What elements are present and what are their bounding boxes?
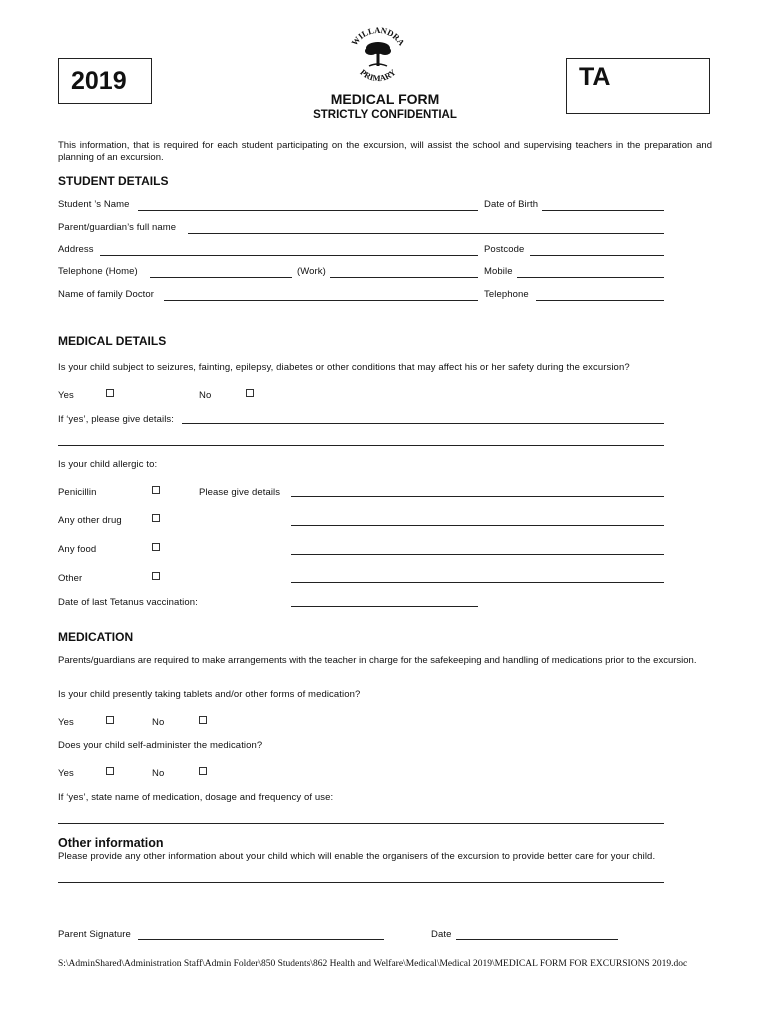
date-label: Date bbox=[431, 929, 452, 940]
parent-name-label: Parent/guardian’s full name bbox=[58, 222, 177, 233]
other-drug-label: Any other drug bbox=[58, 515, 122, 526]
student-name-field[interactable] bbox=[138, 210, 478, 211]
please-details-label: Please give details bbox=[199, 487, 281, 498]
medication-heading: MEDICATION bbox=[58, 630, 134, 644]
seizures-details-field[interactable] bbox=[182, 423, 664, 424]
address-label: Address bbox=[58, 244, 94, 255]
seizures-details-field-2[interactable] bbox=[58, 445, 664, 446]
date-field[interactable] bbox=[456, 939, 618, 940]
doctor-telephone-label: Telephone bbox=[484, 289, 529, 300]
dob-field[interactable] bbox=[542, 210, 664, 211]
seizures-yes-label: Yes bbox=[58, 390, 74, 401]
tetanus-label: Date of last Tetanus vaccination: bbox=[58, 597, 198, 608]
medication-state-field[interactable] bbox=[58, 823, 664, 824]
form-title: MEDICAL FORM bbox=[330, 91, 440, 107]
mobile-field[interactable] bbox=[517, 277, 664, 278]
self-yes-label: Yes bbox=[58, 768, 74, 779]
taking-yes-checkbox[interactable] bbox=[106, 716, 114, 724]
taking-no-checkbox[interactable] bbox=[199, 716, 207, 724]
logo-text-top: WILLANDRA bbox=[349, 24, 407, 48]
self-administer-question: Does your child self-administer the medication? bbox=[58, 740, 263, 751]
other-drug-details-field[interactable] bbox=[291, 525, 664, 526]
dob-label: Date of Birth bbox=[484, 199, 539, 210]
penicillin-label: Penicillin bbox=[58, 487, 97, 498]
work-label: (Work) bbox=[297, 266, 326, 277]
other-info-text: Please provide any other information about your child which will enable the organisers of the excursion to provide better care for your child. bbox=[58, 851, 656, 862]
address-field[interactable] bbox=[100, 255, 478, 256]
allergic-question: Is your child allergic to: bbox=[58, 459, 158, 470]
food-details-field[interactable] bbox=[291, 554, 664, 555]
tetanus-field[interactable] bbox=[291, 606, 478, 607]
other-drug-checkbox[interactable] bbox=[152, 514, 160, 522]
food-checkbox[interactable] bbox=[152, 543, 160, 551]
code-box bbox=[566, 58, 710, 114]
medication-state-label: If ‘yes’, state name of medication, dosage and frequency of use: bbox=[58, 792, 334, 803]
parent-signature-field[interactable] bbox=[138, 939, 384, 940]
other-allergy-label: Other bbox=[58, 573, 83, 584]
mobile-label: Mobile bbox=[484, 266, 513, 277]
year-box bbox=[58, 58, 152, 104]
student-name-label: Student ’s Name bbox=[58, 199, 130, 210]
work-field[interactable] bbox=[330, 277, 478, 278]
self-no-checkbox[interactable] bbox=[199, 767, 207, 775]
other-info-field[interactable] bbox=[58, 882, 664, 883]
doctor-label: Name of family Doctor bbox=[58, 289, 155, 300]
postcode-field[interactable] bbox=[530, 255, 664, 256]
code-text: TA bbox=[579, 63, 611, 91]
telephone-home-label: Telephone (Home) bbox=[58, 266, 138, 277]
school-logo bbox=[345, 22, 411, 88]
student-details-heading: STUDENT DETAILS bbox=[58, 174, 169, 188]
self-no-label: No bbox=[152, 768, 165, 779]
seizures-question: Is your child subject to seizures, fainting, epilepsy, diabetes or other conditions that may affect his or her safety during the excursion? bbox=[58, 362, 630, 373]
seizures-yes-checkbox[interactable] bbox=[106, 389, 114, 397]
seizures-no-checkbox[interactable] bbox=[246, 389, 254, 397]
other-allergy-checkbox[interactable] bbox=[152, 572, 160, 580]
doctor-field[interactable] bbox=[164, 300, 478, 301]
svg-text:PRIMARY bbox=[358, 67, 397, 83]
footer-path: S:\AdminShared\Administration Staff\Admin Folder\850 Students\862 Health and Welfare\Medical\Medical 2019\MEDICAL FORM FOR EXCURSIONS 2019.doc bbox=[58, 959, 688, 969]
telephone-home-field[interactable] bbox=[150, 277, 292, 278]
seizures-no-label: No bbox=[199, 390, 212, 401]
year-text: 2019 bbox=[71, 67, 127, 95]
medication-intro: Parents/guardians are required to make arrangements with the teacher in charge for the safekeeping and handling of medications prior to the excursion. bbox=[58, 655, 697, 666]
doctor-telephone-field[interactable] bbox=[536, 300, 664, 301]
taking-no-label: No bbox=[152, 717, 165, 728]
logo-text-bottom: PRIMARY bbox=[358, 67, 398, 84]
postcode-label: Postcode bbox=[484, 244, 525, 255]
penicillin-checkbox[interactable] bbox=[152, 486, 160, 494]
medical-details-heading: MEDICAL DETAILS bbox=[58, 334, 167, 348]
form-subtitle: STRICTLY CONFIDENTIAL bbox=[313, 109, 457, 121]
food-label: Any food bbox=[58, 544, 97, 555]
taking-yes-label: Yes bbox=[58, 717, 74, 728]
self-yes-checkbox[interactable] bbox=[106, 767, 114, 775]
intro-text: This information, that is required for each student participating on the excursion, will assist the school and supervising teachers in the preparation and planning of an excursion. bbox=[58, 140, 712, 163]
parent-signature-label: Parent Signature bbox=[58, 929, 131, 940]
seizures-details-label: If ‘yes’, please give details: bbox=[58, 414, 175, 425]
taking-question: Is your child presently taking tablets and/or other forms of medication? bbox=[58, 689, 361, 700]
penicillin-details-field[interactable] bbox=[291, 496, 664, 497]
other-info-heading: Other information bbox=[58, 836, 164, 850]
parent-name-field[interactable] bbox=[188, 233, 664, 234]
tree-icon bbox=[365, 42, 391, 66]
other-allergy-details-field[interactable] bbox=[291, 582, 664, 583]
